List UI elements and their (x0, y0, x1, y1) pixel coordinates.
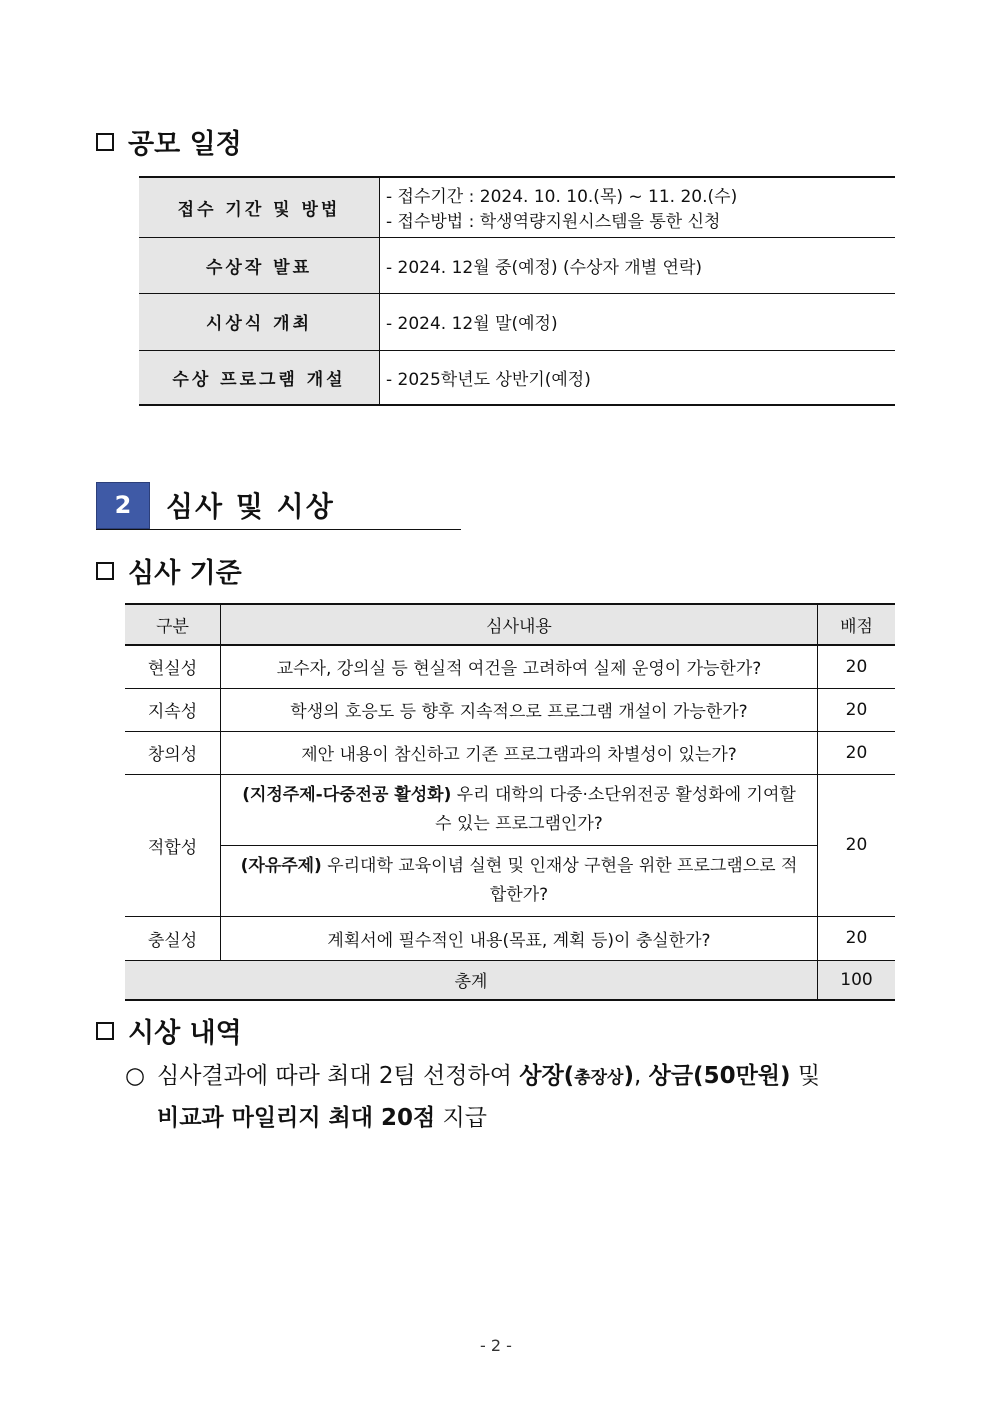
row-content (221, 845, 818, 916)
schedule-row (139, 293, 895, 350)
award-line-1 (125, 1056, 900, 1098)
award-text: 심사결과에 따라 최대 2팀 선정하여 (157, 1063, 520, 1089)
row-content: 교수자, 강의실 등 현실적 여건을 고려하여 실제 운영이 가능한가? (221, 645, 818, 688)
award-heading-text: 시상 내역 (128, 1018, 242, 1049)
schedule-heading (96, 122, 242, 161)
award-sep: , (634, 1063, 649, 1089)
row-score: 20 (818, 645, 896, 688)
table-row (125, 845, 895, 916)
header-category: 구분 (125, 604, 221, 645)
award-prize-end: ) (623, 1063, 634, 1089)
page-number: - 2 - (480, 1336, 512, 1355)
row-category: 현실성 (125, 645, 221, 688)
section-number: 2 (96, 482, 150, 529)
award-prize: 상장( (519, 1063, 575, 1089)
header-content: 심사내용 (221, 604, 818, 645)
content-lead: (자유주제) (240, 855, 322, 876)
total-score: 100 (818, 960, 896, 1000)
row-score: 20 (818, 731, 896, 774)
section-2-banner (96, 481, 461, 530)
schedule-heading-text: 공모 일정 (128, 129, 242, 160)
award-line-2 (125, 1098, 900, 1138)
section-title: 심사 및 시상 (166, 490, 335, 523)
checkbox-icon (96, 1022, 114, 1040)
schedule-table (139, 176, 895, 406)
schedule-label: 시상식 개최 (139, 293, 380, 350)
content-text: 우리 대학의 다중·소단위전공 활성화에 기여할 수 있는 프로그램인가? (435, 784, 796, 834)
bullet-icon: ○ (125, 1063, 146, 1089)
row-category: 창의성 (125, 731, 221, 774)
row-category: 지속성 (125, 688, 221, 731)
header-score: 배점 (818, 604, 896, 645)
total-label: 총계 (125, 960, 818, 1000)
row-score: 20 (818, 774, 896, 916)
table-row (125, 916, 895, 960)
schedule-label: 접수 기간 및 방법 (139, 177, 380, 237)
schedule-row (139, 237, 895, 293)
row-score: 20 (818, 688, 896, 731)
row-content: 계획서에 필수적인 내용(목표, 계획 등)이 충실한가? (221, 916, 818, 960)
schedule-line: - 접수기간 : 2024. 10. 10.(목) ~ 11. 20.(수) (386, 187, 738, 208)
criteria-heading-text: 심사 기준 (128, 558, 242, 589)
table-row (125, 645, 895, 688)
row-content (221, 774, 818, 845)
schedule-value: - 2024. 12월 중(예정) (수상자 개별 연락) (380, 237, 896, 293)
row-category: 적합성 (125, 774, 221, 916)
content-text: 우리대학 교육이념 실현 및 인재상 구현을 위한 프로그램으로 적합한가? (321, 855, 798, 905)
award-text: 및 (790, 1063, 821, 1089)
schedule-label: 수상 프로그램 개설 (139, 350, 380, 405)
table-row (125, 774, 895, 845)
checkbox-icon (96, 133, 114, 151)
award-text: 지급 (435, 1105, 487, 1131)
award-prize-detail: 총장상 (574, 1068, 624, 1088)
criteria-table (125, 603, 895, 1001)
award-prize: 비교과 마일리지 최대 20점 (157, 1105, 436, 1131)
checkbox-icon (96, 562, 114, 580)
schedule-label: 수상작 발표 (139, 237, 380, 293)
award-prize: 상금(50만원) (648, 1063, 791, 1089)
schedule-value: - 2025학년도 상반기(예정) (380, 350, 896, 405)
schedule-line: - 접수방법 : 학생역량지원시스템을 통한 신청 (386, 212, 721, 233)
schedule-value: - 2024. 12월 말(예정) (380, 293, 896, 350)
schedule-value (380, 177, 896, 237)
award-heading (96, 1011, 242, 1050)
award-paragraph (125, 1056, 900, 1138)
row-score: 20 (818, 916, 896, 960)
table-row (125, 688, 895, 731)
row-content: 학생의 호응도 등 향후 지속적으로 프로그램 개설이 가능한가? (221, 688, 818, 731)
criteria-heading (96, 551, 242, 590)
total-row (125, 960, 895, 1000)
schedule-row (139, 177, 895, 237)
row-category: 충실성 (125, 916, 221, 960)
content-lead: (지정주제-다중전공 활성화) (242, 784, 452, 805)
criteria-header-row (125, 604, 895, 645)
schedule-row (139, 350, 895, 405)
row-content: 제안 내용이 참신하고 기존 프로그램과의 차별성이 있는가? (221, 731, 818, 774)
table-row (125, 731, 895, 774)
